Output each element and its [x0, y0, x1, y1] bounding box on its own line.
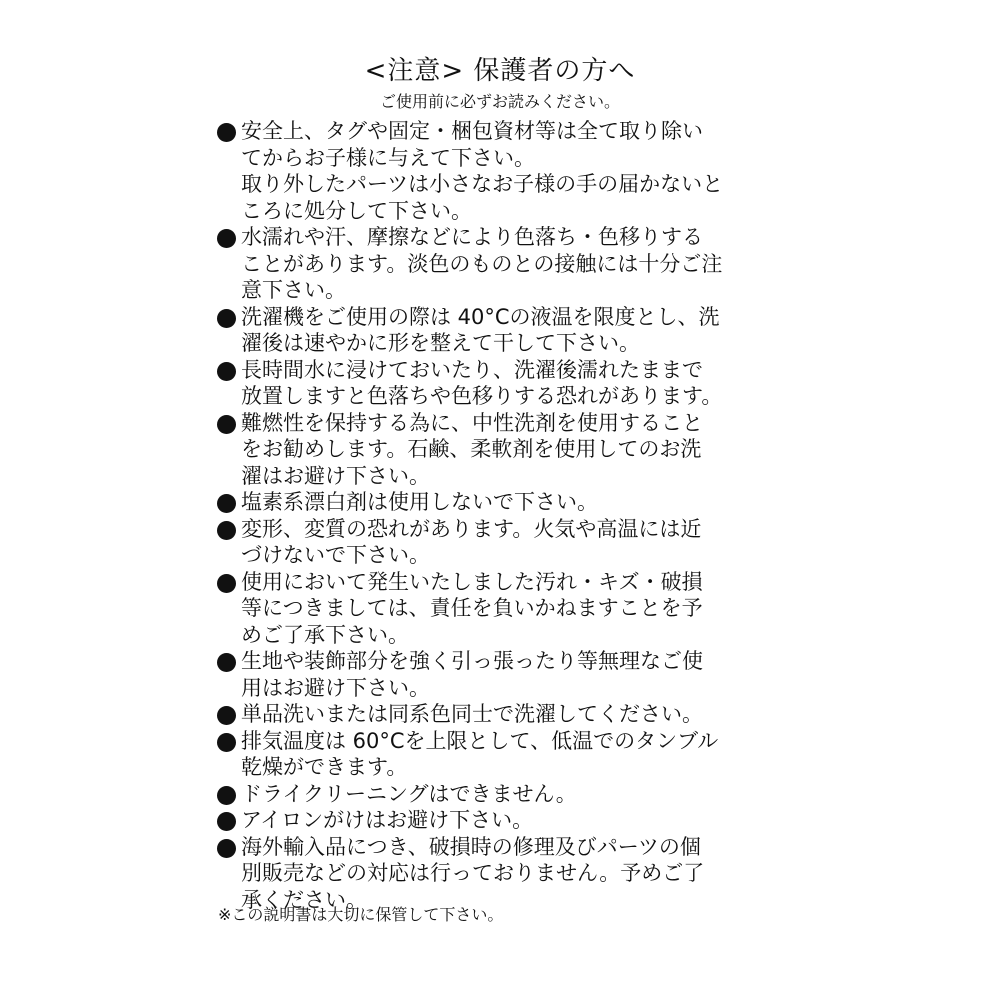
notice-text-line: めご了承下さい。	[241, 622, 409, 647]
notice-text-line: 濯はお避け下さい。	[241, 463, 430, 488]
notice-item	[215, 807, 775, 834]
bullet-icon	[217, 309, 236, 328]
bullet-icon	[217, 123, 236, 142]
notice-text-line: アイロンがけはお避け下さい。	[241, 808, 534, 832]
bullet-icon	[217, 521, 236, 540]
notice-text-line: 長時間水に浸けておいたり、洗濯後濡れたままで	[241, 357, 703, 382]
notice-item	[215, 410, 775, 490]
notice-text-line: 放置しますと色落ちや色移りする恐れがあります。	[241, 384, 723, 408]
notice-text-line: をお勧めします。石鹸、柔軟剤を使用してのお洗	[241, 437, 702, 461]
notice-text-line: 水濡れや汗、摩擦などにより色落ち・色移りする	[241, 225, 703, 249]
notice-text-line: てからお子様に与えて下さい。	[241, 145, 535, 170]
notice-text-line: 濯後は速やかに形を整えて干して下さい。	[241, 331, 640, 355]
notice-item	[215, 357, 775, 410]
bullet-icon	[217, 362, 236, 381]
notice-item	[215, 118, 775, 224]
bullet-icon	[217, 229, 236, 248]
notice-text-line: づけないで下さい。	[241, 543, 430, 567]
notice-text-line: 安全上、タグや固定・梱包資材等は全て取り除い	[241, 119, 703, 143]
page-title: <注意> 保護者の方へ	[364, 56, 636, 86]
notice-text-line: 別販売などの対応は行っておりません。予めご了	[241, 861, 705, 885]
bullet-icon	[217, 733, 236, 752]
notice-text-line: ころに処分して下さい。	[241, 198, 472, 223]
notice-text-line: 取り外したパーツは小さなお子様の手の届かないと	[241, 172, 724, 196]
notice-text-line: ことがあります。淡色のものとの接触には十分ご注	[241, 251, 723, 276]
bullet-icon	[217, 786, 236, 805]
notice-text-line: 塩素系漂白剤は使用しないで下さい。	[241, 490, 598, 514]
notice-text-line: 使用において発生いたしました汚れ・キズ・破損	[241, 569, 703, 594]
notice-item	[215, 516, 775, 569]
bullet-icon	[217, 574, 236, 593]
bullet-icon	[217, 653, 236, 672]
notice-text-line: 乾燥ができます。	[241, 755, 408, 779]
notice-item	[215, 304, 775, 357]
bullet-icon	[217, 706, 236, 725]
notice-text-line: ドライクリーニングはできません。	[241, 781, 577, 806]
notice-text-line: 単品洗いまたは同系色同士で洗濯してください。	[241, 702, 703, 726]
page-subtitle: ご使用前に必ずお読みください。	[379, 92, 620, 111]
notice-text-line: 承ください。	[241, 887, 367, 912]
notice-text-line: 用はお避け下さい。	[241, 675, 430, 700]
notice-text-line: 意下さい。	[241, 278, 346, 302]
notice-text-line: 排気温度は 60°Cを上限として、低温でのタンブル	[241, 728, 719, 753]
notice-item	[215, 701, 775, 728]
notice-text-line: 洗濯機をご使用の際は 40°Cの液温を限度とし、洗	[241, 304, 720, 329]
notice-item	[215, 781, 775, 808]
notice-item	[215, 648, 775, 701]
notice-item	[215, 224, 775, 304]
bullet-icon	[217, 839, 236, 858]
notice-item	[215, 569, 775, 649]
footnote: ※この説明書は大切に保管して下さい。	[218, 905, 504, 924]
bullet-icon	[217, 415, 236, 434]
notice-item	[215, 728, 775, 781]
notice-list	[215, 118, 775, 913]
notice-text-line: 生地や装飾部分を強く引っ張ったり等無理なご使	[241, 649, 703, 673]
notice-text-line: 等につきましては、責任を負いかねますことを予	[241, 596, 703, 620]
notice-text-line: 難燃性を保持する為に、中性洗剤を使用すること	[241, 410, 703, 435]
bullet-icon	[217, 494, 236, 513]
notice-item	[215, 489, 775, 516]
bullet-icon	[217, 812, 236, 831]
notice-text-line: 海外輸入品につき、破損時の修理及びパーツの個	[241, 834, 701, 859]
notice-text-line: 変形、変質の恐れがあります。火気や高温には近	[241, 516, 702, 541]
